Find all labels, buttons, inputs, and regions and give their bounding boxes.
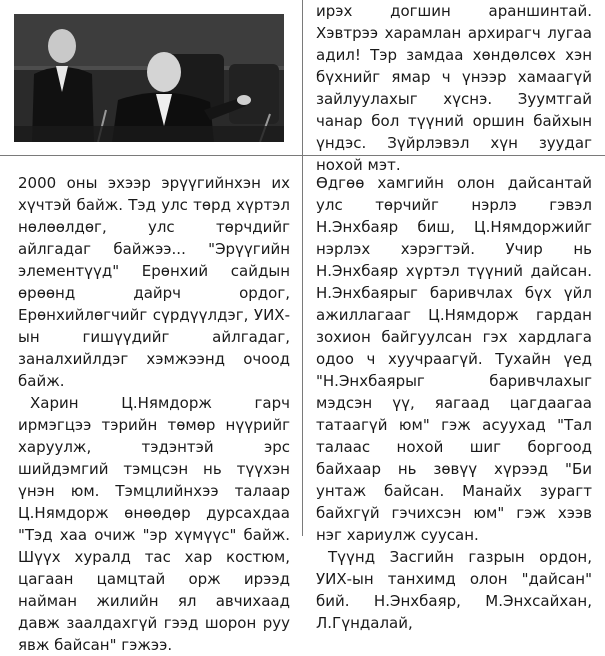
paragraph: Өдгөө хамгийн олон дайсантай улс төрчийг нэрлэ гэвэл Н.Энхбаяр биш, Ц.Нямдоржийг нэрлэх хэрэгтэй. Учир нь Н.Энхбаяр хүртэл түүний дайсан. Н.Энхбаярыг баривчлах бүх үйл ажиллагааг Ц.Нямдорж гардан зохион байгуулсан гэх хардлага одоо ч хуучраагүй. Тухайн үед "Н.Энхбаярыг баривчлахыг мэдсэн үү, яагаад цагдаагаа татаагүй юм" гэж асуухад "Тал талаас нохой шиг боргоод байхаар нь зөвүү хүрээд "Би унтаж байсан. Манайх зурагт байхгүй гэчихсэн юм" гэж хээв нэг хариулж суусан.	[316, 174, 592, 544]
top-right-column	[316, 0, 592, 176]
paragraph: Түүнд Засгийн газрын ордон, УИХ-ын танхимд олон "дайсан" бий. Н.Энхбаяр, М.Энхсайхан, Л.Гүндалай,	[316, 548, 592, 632]
horizontal-divider-left	[0, 155, 302, 156]
paragraph: ирэх догшин араншинтай. Хэвтрээ харамлан архирагч лугаа адил! Тэр замдаа хөндөлсөх хэн бүхнийг ямар ч үнээр хамаагүй зайлуулахыг хүснэ. Зуумтгай чанар бол түүний оршин байхын үндэс. Зүйрлэвэл хүн зуудаг нохой мэт.	[316, 2, 592, 174]
paragraph: Харин Ц.Нямдорж гарч ирмэгцээ тэрийн төмөр нүүрийг харуулж, тэдэнтэй эрс шийдэмгий тэмцсэн нь түүхэн үнэн юм. Тэмцлийнхээ талаар Ц.Нямдорж өнөөдөр дурсахдаа "Тэд хаа очиж "эр хүмүүс" байж. Шүүх хуралд тас хар костюм, цагаан цамцтай орж ирээд найман жилийн ял авчихаад давж заалдахгүй гээд шорон руу явж байсан" гэжээ.	[18, 394, 290, 654]
paragraph: 2000 оны эхээр эрүүгийнхэн их хүчтэй байж. Тэд улс төрд хүртэл нөлөөлдөг, улс төрчдийг айлгадаг байжээ... "Эрүүгийн элементүүд" Ерөнхий сайдын өрөөнд дайрч ордог, Ерөнхийлөгчийг сүрдүүлдэг, УИХ-ын гишүүдийг айлгадаг, заналхийлдэг хэмжээнд очоод байж.	[18, 174, 290, 390]
column-divider	[302, 0, 303, 536]
bottom-left-column	[18, 172, 290, 656]
horizontal-divider-right	[303, 155, 605, 156]
photo-image	[14, 14, 284, 142]
article-photo	[14, 14, 284, 142]
bottom-right-column	[316, 172, 592, 634]
